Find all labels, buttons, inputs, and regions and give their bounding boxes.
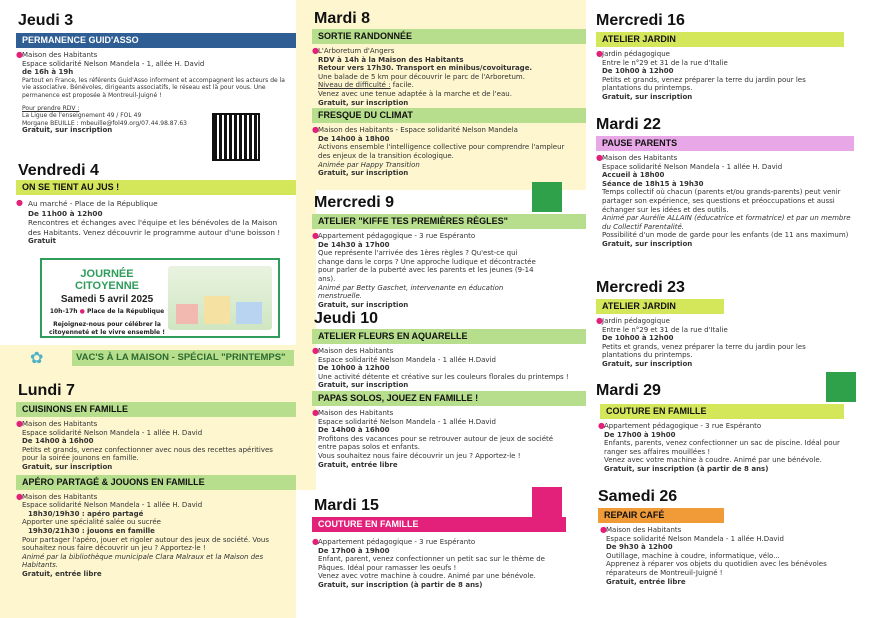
event-price: Gratuit, sur inscription xyxy=(602,92,693,101)
location-pin-icon: ● xyxy=(312,407,319,417)
event-price: Gratuit, sur inscription xyxy=(22,126,113,135)
event-price: Gratuit, entrée libre xyxy=(606,577,686,586)
event-title-bar: REPAIR CAFÉ xyxy=(598,508,724,523)
location-pin-icon: ● xyxy=(312,231,319,240)
event-address: Espace solidarité Nelson Mandela - 1 allée H. David xyxy=(22,501,203,510)
rdv-line-2: Morgane BEUILLE : mbeuille@fol49.org/07.44.98.87.63 xyxy=(22,119,187,127)
day-title: Mercredi 9 xyxy=(314,194,395,211)
event-price: Gratuit, sur inscription xyxy=(318,98,409,107)
event-mardi-22 xyxy=(586,116,874,249)
event-price: Gratuit, sur inscription xyxy=(602,359,693,368)
event-price: Gratuit, sur inscription (à partir de 8 ans) xyxy=(318,580,483,589)
event-accueil: Accueil à 18h00 xyxy=(602,171,665,180)
event-title-bar: PAUSE PARENTS xyxy=(596,136,854,151)
banner-date: Samedi 5 avril 2025 xyxy=(60,294,154,305)
banner-call: Rejoignez-nous pour célébrer la citoyenneté et le vivre ensemble ! xyxy=(49,321,165,336)
event-place: Au marché - Place de la République xyxy=(28,199,158,208)
rdv-line-1: La Ligue de l'enseignement 49 / FOL 49 xyxy=(22,112,142,120)
event-address: Espace solidarité Nelson Mandela - 1 allée H.David xyxy=(318,355,496,364)
difficulty-label: Niveau de difficulté : xyxy=(318,81,391,90)
event-animator: Animé par Aurélie ALLAIN (éducatrice et formatrice) et par un membre du Collectif Parentalité. xyxy=(602,214,851,231)
event-address: Entre le n°29 et 31 de la rue d'Italie xyxy=(602,325,728,334)
event-address: Espace solidarité Nelson Mandela - 1 allée H. David xyxy=(602,162,783,171)
event-vendredi-4 xyxy=(0,162,296,247)
event-animator: Animé par la bibliothèque municipale Clara Malraux et la Maison des Habitants. xyxy=(22,552,264,570)
event-title-bar: PERMANENCE GUID'ASSO xyxy=(16,33,296,48)
day-title: Mardi 22 xyxy=(596,116,661,133)
event-description: Profitons des vacances pour se retrouver autour de jeux de société entre papas solos et enfants. xyxy=(318,434,554,452)
event-mercredi-23 xyxy=(586,279,874,369)
event-animator: Animée par Happy Transition xyxy=(318,160,420,169)
event-return: Retour vers 17h30. Transport en minibus/covoiturage. xyxy=(318,64,533,73)
vacation-banner: VAC'S À LA MAISON - SPÉCIAL "PRINTEMPS" xyxy=(72,350,294,366)
qr-code-icon xyxy=(212,113,260,161)
location-pin-icon: ● xyxy=(596,153,603,162)
event-title-bar-2: FRESQUE DU CLIMAT xyxy=(312,108,586,123)
event-time: De 10h00 à 12h00 xyxy=(602,67,674,76)
event-title-bar: COUTURE EN FAMILLE xyxy=(312,517,566,532)
event-place: Maison des Habitants xyxy=(318,347,394,355)
location-pin-icon: ● xyxy=(16,491,23,501)
location-pin-icon: ● xyxy=(600,525,607,534)
event-description: Une activité détente et créative sur les couleurs florales du printemps ! xyxy=(318,372,569,381)
event-description: Rencontres et échanges avec l'équipe et les bénévoles de la Maison des Habitants. Venez découvrir le programme autour d'une boisson ! xyxy=(28,218,281,237)
event-place: Maison des Habitants - Espace solidarité Nelson Mandela xyxy=(318,126,518,135)
banner-place: Place de la République xyxy=(87,308,165,315)
event-price: Gratuit, sur inscription xyxy=(22,462,113,471)
event-description: Partout en France, les référents Guid'Asso informent et accompagnent les acteurs de la vie associative. Bénévoles, dirigeants associatifs, le réseau est là pour vous. Une permanence est proposée à Montreuil-Juigné ! xyxy=(22,76,285,99)
event-description: Petits et grands, venez préparer la terre du jardin pour les plantations du printemps. xyxy=(602,342,806,360)
event-price: Gratuit, sur inscription xyxy=(602,239,693,248)
event-time-2: 19h30/21h30 : jouons en famille xyxy=(28,526,155,535)
day-title: Jeudi 3 xyxy=(18,12,74,29)
location-pin-icon: ● xyxy=(312,346,319,355)
event-place: Jardin pédagogique xyxy=(602,50,670,58)
location-pin-icon: ● xyxy=(312,46,319,55)
event-mardi-29 xyxy=(586,382,874,474)
event-mercredi-9 xyxy=(296,194,586,309)
column-2 xyxy=(296,0,586,618)
location-pin-icon: ● xyxy=(79,308,85,315)
event-description: Activons ensemble l'intelligence collective pour comprendre l'ampleur des enjeux de la transition écologique. xyxy=(318,143,565,160)
event-mardi-8 xyxy=(296,10,586,178)
event-place: Maison des Habitants xyxy=(22,51,98,59)
event-title-bar-2: PAPAS SOLOS, JOUEZ EN FAMILLE ! xyxy=(312,391,586,406)
event-animator: Animé par Betty Gaschet, intervenante en éducation menstruelle. xyxy=(318,283,504,301)
event-mercredi-16 xyxy=(586,12,874,102)
event-time: De 9h30 à 12h00 xyxy=(606,543,673,552)
event-description: Petits et grands, venez confectionner avec nous des recettes apéritives pour la soirée jounons en famille. xyxy=(22,445,273,463)
day-title: Jeudi 10 xyxy=(314,310,379,327)
event-time: De 17h00 à 19h00 xyxy=(318,546,390,555)
event-place: Maison des Habitants xyxy=(606,526,682,534)
event-title-bar: ATELIER "KIFFE TES PREMIÈRES RÈGLES" xyxy=(312,214,586,229)
event-price: Gratuit, sur inscription xyxy=(318,300,409,309)
event-description: Temps collectif où chacun (parents et/ou grands-parents) peut venir partager son expérience, ses questions et préoccupations et aussi échanger sur les idées et des outils. xyxy=(602,188,841,214)
location-pin-icon: ● xyxy=(598,421,605,430)
event-seance: Séance de 18h15 à 19h30 xyxy=(602,179,704,188)
event-address: Espace solidarité Nelson Mandela - 1 allée H. David xyxy=(22,428,203,437)
event-description-2: Apprenez à réparer vos objets du quotidien avec les bénévoles réparateurs de Montreuil-Juigné ! xyxy=(606,560,827,577)
event-address: Espace solidarité Nelson Mandela - 1 allée H.David xyxy=(606,534,784,543)
event-place: Appartement pédagogique - 3 rue Espéranto xyxy=(318,232,476,240)
event-description: Outillage, machine à coudre, informatique, vélo... xyxy=(606,551,780,560)
day-title: Samedi 26 xyxy=(598,488,678,505)
event-place: Maison des Habitants xyxy=(22,420,98,428)
column-1 xyxy=(0,0,296,618)
event-title-bar: ATELIER JARDIN xyxy=(596,32,844,47)
day-title: Vendredi 4 xyxy=(18,162,99,179)
column-3 xyxy=(586,0,874,618)
event-description-2: Venez avec votre machine à coudre. Animé par une bénévole. xyxy=(318,572,536,581)
event-title-bar: SORTIE RANDONNÉE xyxy=(312,29,586,44)
event-place: Appartement pédagogique - 3 rue Espéranto xyxy=(604,422,762,430)
event-description-2: Venez avec votre machine à coudre. Animé par une bénévole. xyxy=(604,456,822,465)
event-title-bar: ON SE TIENT AU JUS ! xyxy=(16,180,296,195)
location-pin-icon: ● xyxy=(596,316,603,325)
event-description: Une balade de 5 km pour découvrir le parc de l'Arboretum. xyxy=(318,72,525,81)
day-title: Mercredi 23 xyxy=(596,279,685,296)
event-time: De 10h00 à 12h00 xyxy=(602,334,674,343)
location-pin-icon: ● xyxy=(312,537,319,546)
event-jeudi-10 xyxy=(296,310,586,469)
event-place: Maison des Habitants xyxy=(602,154,678,162)
event-price: Gratuit, sur inscription xyxy=(318,381,409,390)
event-address: Entre le n°29 et 31 de la rue d'Italie xyxy=(602,58,728,67)
event-detail-1: Apporter une spécialité salée ou sucrée xyxy=(22,518,161,527)
event-time: De 14h00 à 16h00 xyxy=(22,437,94,446)
event-title-bar: CUISINONS EN FAMILLE xyxy=(16,402,296,417)
location-pin-icon: ● xyxy=(16,198,23,207)
butterfly-icon: ✿ xyxy=(30,348,44,367)
event-title-bar-2: APÉRO PARTAGÉ & JOUONS EN FAMILLE xyxy=(16,475,296,490)
event-price: Gratuit xyxy=(28,237,56,245)
event-price: Gratuit, entrée libre xyxy=(318,460,398,469)
event-price: Gratuit, sur inscription (à partir de 8 ans) xyxy=(604,464,769,473)
event-time-1: 18h30/19h30 : apéro partagé xyxy=(28,509,144,518)
difficulty-value: facile. xyxy=(390,81,414,90)
event-title-bar: ATELIER JARDIN xyxy=(596,299,724,314)
event-lundi-7 xyxy=(0,382,296,579)
rdv-label: Pour prendre RDV : xyxy=(22,105,80,112)
journee-citoyenne-banner xyxy=(40,258,280,338)
event-time: De 11h00 à 12h00 xyxy=(28,208,103,218)
location-pin-icon: ● xyxy=(596,49,603,58)
town-illustration-icon xyxy=(168,266,272,330)
event-address: Espace solidarité Nelson Mandela - 1, allée H. David xyxy=(22,59,205,68)
day-title: Mardi 15 xyxy=(314,497,379,514)
location-pin-icon: ● xyxy=(16,419,23,428)
event-detail-2: Pour partager l'apéro, jouer et rigoler autour des jeux de société. Vous souhaitez nous faire découvrir un jeu ? Apportez-le ! xyxy=(22,535,269,553)
event-title-bar: ATELIER FLEURS EN AQUARELLE xyxy=(312,329,586,344)
day-title: Mercredi 16 xyxy=(596,12,685,29)
event-time: de 16h à 19h xyxy=(22,68,74,77)
event-address: Espace solidarité Nelson Mandela - 1 allée H.David xyxy=(318,417,496,426)
event-rdv: RDV à 14h à la Maison des Habitants xyxy=(318,55,464,64)
location-pin-icon: ● xyxy=(312,125,319,135)
banner-time: 10h-17h xyxy=(49,308,78,315)
event-time: De 10h00 à 12h00 xyxy=(318,364,390,373)
event-childcare: Possibilité d'un mode de garde pour les enfants (de 11 ans maximum) xyxy=(602,231,849,240)
event-title-bar: COUTURE EN FAMILLE xyxy=(600,404,844,419)
event-mardi-15 xyxy=(296,497,586,590)
event-description: Petits et grands, venez préparer la terre du jardin pour les plantations du printemps. xyxy=(602,75,806,93)
event-samedi-26 xyxy=(586,488,874,586)
banner-title: JOURNÉE CITOYENNE xyxy=(75,268,139,292)
day-title: Lundi 7 xyxy=(18,382,75,399)
event-place: Maison des Habitants xyxy=(318,408,394,417)
event-place: Appartement pédagogique - 3 rue Espéranto xyxy=(318,538,476,546)
event-time: De 14h00 à 18h00 xyxy=(318,134,390,143)
event-time: De 14h30 à 17h00 xyxy=(318,240,390,249)
event-place: Maison des Habitants xyxy=(22,492,98,501)
event-price: Gratuit, sur inscription xyxy=(318,169,409,178)
location-pin-icon: ● xyxy=(16,50,23,59)
event-description: Enfant, parent, venez confectionner un petit sac sur le thème de Pâques. Idéal pour ramasser les oeufs ! xyxy=(318,555,545,572)
event-price: Gratuit, entrée libre xyxy=(22,569,102,578)
event-place: Jardin pédagogique xyxy=(602,317,670,325)
event-time: De 14h00 à 16h00 xyxy=(318,426,390,435)
event-description: Que représente l'arrivée des 1ères règles ? Qu'est-ce qui change dans le corps ? Une approche ludique et décontractée pour parler de la puberté avec les parents et les jeunes (9-14 ans). xyxy=(318,249,536,283)
event-description: Enfants, parents, venez confectionner un sac de piscine. Idéal pour ranger ses affaires mouillées ! xyxy=(604,439,840,456)
day-title: Mardi 8 xyxy=(314,10,371,27)
event-outfit: Venez avec une tenue adaptée à la marche et de l'eau. xyxy=(318,89,512,98)
day-title: Mardi 29 xyxy=(596,382,661,399)
event-description-2: Vous souhaitez nous faire découvrir un jeu ? Apportez-le ! xyxy=(318,451,521,460)
event-time: De 17h00 à 19h00 xyxy=(604,430,676,439)
event-place: L'Arboretum d'Angers xyxy=(318,47,395,55)
